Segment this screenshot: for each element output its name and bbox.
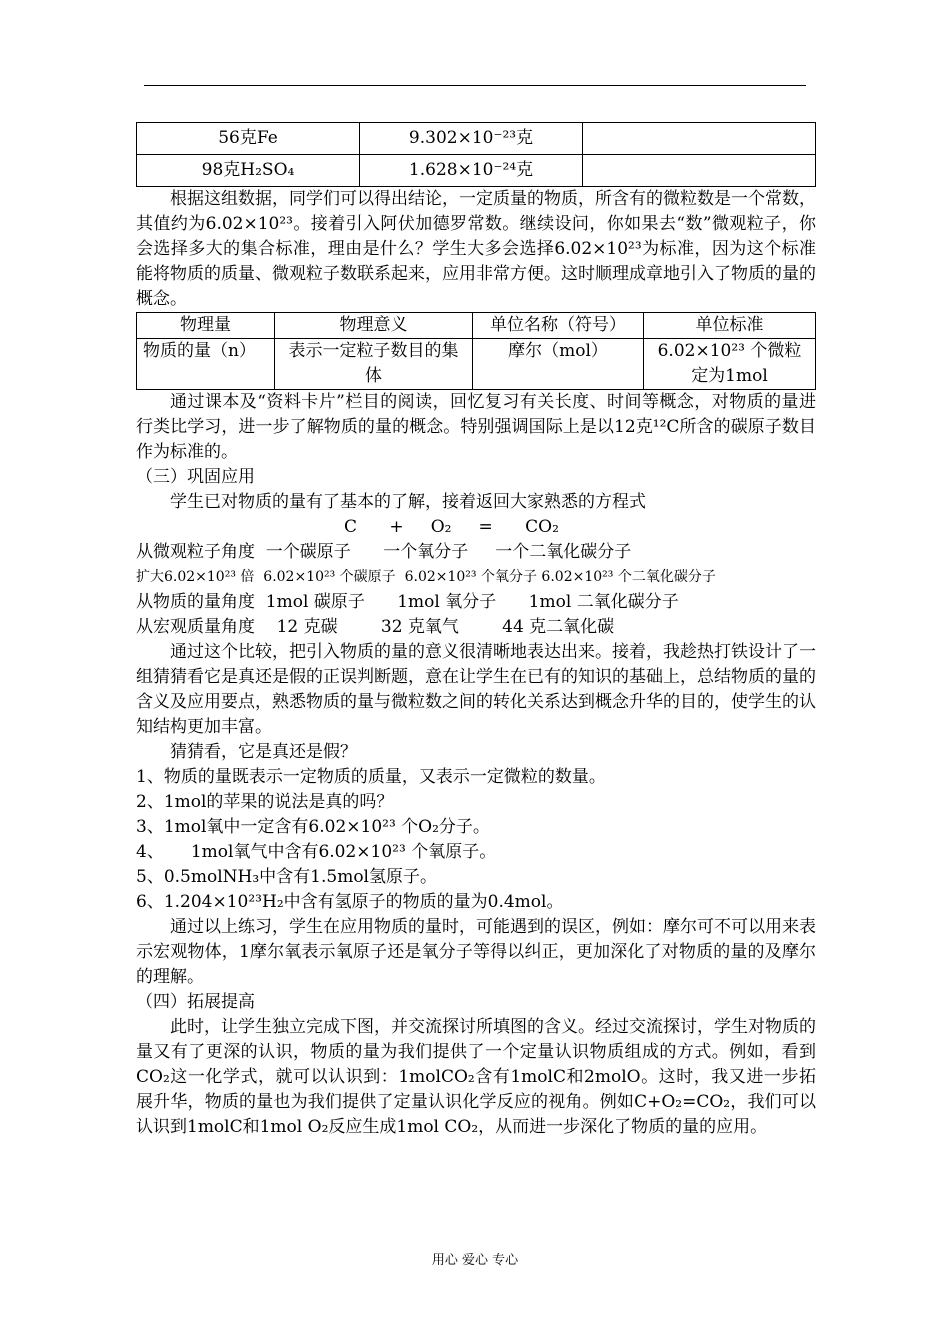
guess-item: 4、 1mol氧气中含有6.02×10²³ 个氧原子。 bbox=[136, 842, 497, 862]
table-cell: 56克Fe bbox=[137, 123, 360, 155]
table-cell: 表示一定粒子数目的集体 bbox=[275, 339, 473, 390]
page-footer: 用心 爱心 专心 bbox=[431, 1253, 519, 1268]
comparison-line: 从微观粒子角度 一个碳原子 一个氧分子 一个二氧化碳分子 bbox=[136, 542, 632, 562]
paragraph: 通过以上练习，学生在应用物质的量时，可能遇到的误区，例如：摩尔可不可以用来表示宏观物体，1摩尔氧表示氧原子还是氧分子等得以纠正，更加深化了对物质的量的及摩尔的理解。 bbox=[136, 917, 816, 987]
table-header: 物理意义 bbox=[275, 313, 473, 339]
table-cell: 6.02×10²³ 个微粒定为1mol bbox=[644, 339, 816, 390]
paragraph: 根据这组数据，同学们可以得出结论，一定质量的物质，所含有的微粒数是一个常数，其值约为6.02×10²³。接着引入阿伏加德罗常数。继续设问，你如果去“数”微观粒子，你会选择多大的集合标准，理由是什么？学生大多会选择6.02×10²³为标准，因为这个标准能将物质的质量、微观粒子数联系起来，应用非常方便。这时顺理成章地引入了物质的量的概念。 bbox=[136, 189, 816, 309]
comparison-line: 扩大6.02×10²³ 倍 6.02×10²³ 个碳原子 6.02×10²³ 个氧分子 6.02×10²³ 个二氧化碳分子 bbox=[136, 569, 716, 585]
table-cell: 1.628×10⁻²⁴克 bbox=[360, 155, 583, 187]
section-heading: （三）巩固应用 bbox=[136, 467, 255, 487]
table-cell bbox=[583, 155, 816, 187]
guess-title: 猜猜看，它是真还是假？ bbox=[170, 742, 357, 762]
table-row bbox=[137, 339, 816, 390]
table-cell bbox=[583, 123, 816, 155]
guess-item: 2、1mol的苹果的说法是真的吗？ bbox=[136, 792, 394, 812]
mass-table bbox=[136, 122, 816, 187]
paragraph: 通过这个比较，把引入物质的量的意义很清晰地表达出来。接着，我趁热打铁设计了一组猜猜看它是真还是假的正误判断题，意在让学生在已有的知识的基础上，总结物质的量的含义及应用要点，熟悉物质的量与微粒数之间的转化关系达到概念升华的目的，使学生的认知结构更加丰富。 bbox=[136, 642, 816, 737]
table-row bbox=[137, 123, 816, 155]
guess-item: 3、1mol氧中一定含有6.02×10²³ 个O₂分子。 bbox=[136, 817, 490, 837]
guess-item: 1、物质的量既表示一定物质的质量，又表示一定微粒的数量。 bbox=[136, 767, 606, 787]
concept-table bbox=[136, 312, 816, 390]
table-header-row bbox=[137, 313, 816, 339]
comparison-line: 从物质的量角度 1mol 碳原子 1mol 氧分子 1mol 二氧化碳分子 bbox=[136, 592, 679, 612]
equation: C + O₂ = CO₂ bbox=[344, 517, 559, 537]
paragraph: 此时，让学生独立完成下图，并交流探讨所填图的含义。经过交流探讨，学生对物质的量又有了更深的认识，物质的量为我们提供了一个定量认识物质组成的方式。例如，看到CO₂这一化学式，就可以认识到：1molCO₂含有1molC和2molO。这时，我又进一步拓展升华，物质的量也为我们提供了定量认识化学反应的视角。例如C+O₂=CO₂，我们可以认识到1molC和1mol O₂反应生成1mol CO₂，从而进一步深化了物质的量的应用。 bbox=[136, 1017, 816, 1137]
table-row bbox=[137, 155, 816, 187]
document-body bbox=[136, 122, 816, 1140]
guess-item: 5、0.5molNH₃中含有1.5mol氢原子。 bbox=[136, 867, 437, 887]
table-header: 单位标准 bbox=[644, 313, 816, 339]
section-heading: （四）拓展提高 bbox=[136, 992, 255, 1012]
table-header: 物理量 bbox=[137, 313, 275, 339]
table-cell: 98克H₂SO₄ bbox=[137, 155, 360, 187]
header-rule bbox=[144, 85, 806, 86]
table-header: 单位名称（符号） bbox=[473, 313, 644, 339]
table-cell: 物质的量（n） bbox=[137, 339, 275, 390]
table-cell: 9.302×10⁻²³克 bbox=[360, 123, 583, 155]
paragraph: 通过课本及“资料卡片”栏目的阅读，回忆复习有关长度、时间等概念，对物质的量进行类比学习，进一步了解物质的量的概念。特别强调国际上是以12克¹²C所含的碳原子数目作为标准的。 bbox=[136, 392, 816, 462]
guess-item: 6、1.204×10²³H₂中含有氢原子的物质的量为0.4mol。 bbox=[136, 892, 564, 912]
comparison-line: 从宏观质量角度 12 克碳 32 克氧气 44 克二氧化碳 bbox=[136, 617, 615, 637]
paragraph: 学生已对物质的量有了基本的了解，接着返回大家熟悉的方程式 bbox=[170, 492, 646, 512]
table-cell: 摩尔（mol） bbox=[473, 339, 644, 390]
